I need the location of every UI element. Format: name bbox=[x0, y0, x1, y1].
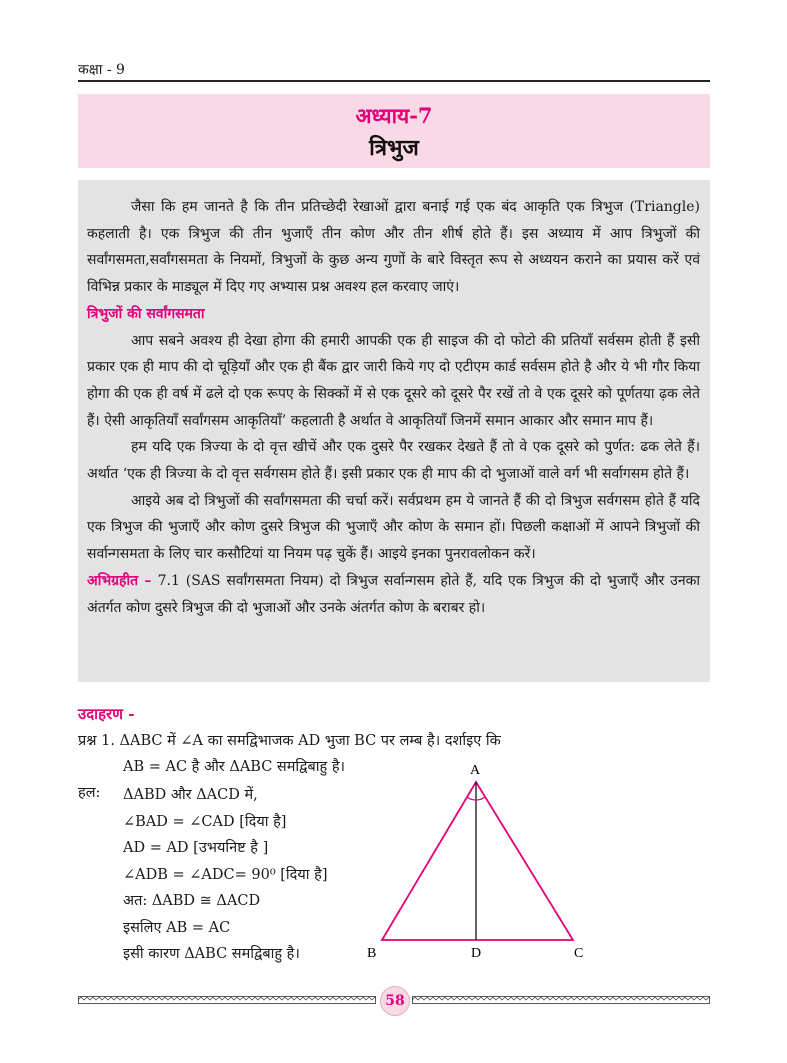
congruence-paragraph-2: हम यदि एक त्रिज्या के दो वृत्त खीचें और एक दुसरे पैर रखकर देखते हैं तो वे एक दूसरे को पुर्णत: ढक लेते हैं। अर्थात ‘एक ही त्रिज्या के दो वृत्त सर्वगसम होते हैं। इसी प्रकार एक ही माप की दो भुजाओं वाले वर्ग भी सर्वागसम होते हैं। bbox=[87, 439, 700, 483]
header-rule bbox=[78, 80, 710, 82]
solution-step: AD = AD [उभयनिष्ट है ] bbox=[123, 840, 269, 856]
intro-paragraph: जैसा कि हम जानते है कि तीन प्रतिच्छेदी रेखाओं द्वारा बनाई गई एक बंद आकृति एक त्रिभुज (Triangle) कहलाती है। एक त्रिभुज की तीन भुजाएँ तीन कोण और तीन शीर्ष होते हैं। इस अध्याय में आप त्रिभुजों की सर्वांगसमता,सर्वांगसमता के नियमों, त्रिभुजों के कुछ अन्य गुणों के बारे विस्तृत रूप से अध्ययन कराने का प्रयास करें एवं विभिन्न प्रकार के माड्यूल में दिए गए अभ्यास प्रश्न अवश्य हल करवाए जाएं। bbox=[87, 199, 700, 296]
solution-steps bbox=[123, 782, 327, 968]
congruence-heading: त्रिभुजों की सर्वांगसमता bbox=[87, 305, 205, 322]
chapter-title: त्रिभुज bbox=[369, 135, 419, 161]
solution-step: अत: ΔABD ≅ ΔACD bbox=[123, 893, 261, 909]
solution-step: ΔABD और ΔACD में, bbox=[123, 787, 258, 803]
solution-step: इसलिए AB = AC bbox=[123, 919, 231, 936]
intro-box bbox=[78, 180, 710, 682]
class-label: कक्षा - 9 bbox=[78, 62, 125, 78]
vertex-label-c: C bbox=[574, 946, 584, 961]
footer-border-left bbox=[78, 996, 376, 1004]
solution-step: ∠ADB = ∠ADC= 90⁰ [दिया है] bbox=[123, 866, 328, 883]
point-label-d: D bbox=[471, 946, 482, 961]
congruence-paragraph-1: आप सबने अवश्य ही देखा होगा की हमारी आपकी एक ही साइज की दो फोटो की प्रतियाँ सर्वसम होती हैं इसी प्रकार एक ही माप की दो चूड़ियाँ और एक ही बैंक द्वार जारी किये गए दो एटीएम कार्ड सर्वसम होते है और ये भी गौर किया होगा की एक ही वर्ष में ढले दो एक रूपए के सिक्कों में से एक दूसरे को दूसरे पैर रखें तो वे एक दूसरे को पूर्णतया ढ़क लेते हैं। ऐसी आकृतियाँ सर्वांगसम आकृतियाँ’ कहलाती है अर्थात वे आकृतियाँ जिनमें समान आकार और समान माप हैं। bbox=[87, 332, 700, 429]
question-line-1: प्रश्न 1. ΔABC में ∠A का समद्विभाजक AD भुजा BC पर लम्ब है। दर्शाइए कि bbox=[78, 733, 501, 749]
vertex-label-b: B bbox=[367, 946, 377, 961]
page-number: 58 bbox=[380, 986, 410, 1016]
triangle-figure bbox=[360, 760, 600, 965]
solution-step: इसी कारण ΔABC समद्विबाहु है। bbox=[123, 946, 300, 962]
solution-step: ∠BAD = ∠CAD [दिया है] bbox=[123, 813, 287, 830]
footer-border-right bbox=[412, 996, 710, 1004]
axiom-paragraph bbox=[87, 568, 700, 621]
axiom-text: 7.1 (SAS सर्वांगसमता नियम) दो त्रिभुज सर्वान्गसम होते हैं, यदि एक त्रिभुज की दो भुजाएँ और उनका अंतर्गत कोण दुसरे त्रिभुज की दो भुजाओं और उनके अंतर्गत कोण के बराबर हो। bbox=[87, 572, 700, 616]
congruence-paragraph-3: आइये अब दो त्रिभुजों की सर्वांगसमता की चर्चा करें। सर्वप्रथम हम ये जानते हैं की दो त्रिभुज सर्वगसम होते हैं यदि एक त्रिभुज की भुजाएँ और कोण दुसरे त्रिभुज की भुजाएँ और कोण के समान हों। पिछली कक्षाओं में आपने त्रिभुजों की सर्वान्गसमता के लिए चार कसौटियां या नियम पढ़ चुकें हैं। आइये इनका पुनरावलोकन करें। bbox=[87, 492, 700, 563]
chapter-number: अध्याय-7 bbox=[355, 103, 433, 128]
solution-label: हल: bbox=[78, 785, 101, 801]
question-line-2: AB = AC है और ΔABC समद्विबाहु है। bbox=[123, 759, 346, 775]
axiom-label: अभिग्रहीत – bbox=[87, 572, 158, 589]
triangle-abc bbox=[382, 782, 573, 940]
vertex-label-a: A bbox=[470, 763, 481, 778]
chapter-banner bbox=[78, 94, 710, 168]
example-heading: उदाहरण - bbox=[78, 705, 135, 723]
